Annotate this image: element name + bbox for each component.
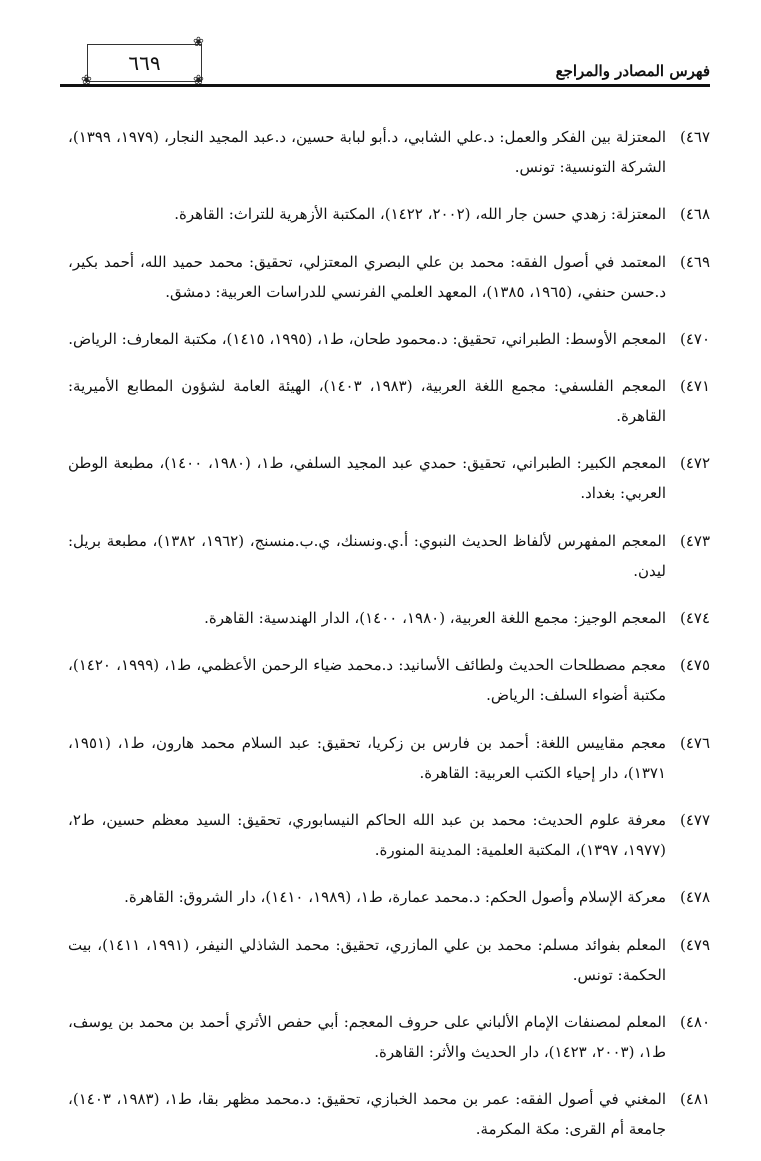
entry-number: ٤٦٧) xyxy=(679,128,710,146)
entry-number: ٤٧٧) xyxy=(679,810,710,829)
entry-text: المعجم الكبير: الطبراني، تحقيق: حمدي عبد المجيد السلفي، ط١، (١٩٨٠، ١٤٠٠)، مطبعة الوطن العربي: بغداد. xyxy=(68,454,667,503)
bibliography-entry xyxy=(68,448,710,508)
bibliography-entry xyxy=(68,650,710,710)
bibliography-entry xyxy=(68,603,710,633)
entry-text: المعلم بفوائد مسلم: محمد بن علي المازري، تحقيق: محمد الشاذلي النيفر، (١٩٩١، ١٤١١)، بيت الحكمة: تونس. xyxy=(68,935,666,984)
corner-ornament-icon: ❀ xyxy=(81,73,92,88)
bibliography-entry xyxy=(68,324,710,354)
entry-number: ٤٧٥) xyxy=(679,656,710,675)
entry-number: ٤٨٠) xyxy=(679,1012,710,1031)
entry-text: المغني في أصول الفقه: عمر بن محمد الخبازي، تحقيق: د.محمد مظهر بقا، ط١، (١٩٨٣، ١٤٠٣)، جامعة أم القرى: مكة المكرمة. xyxy=(68,1090,667,1139)
bibliography-list xyxy=(68,122,710,1161)
bibliography-entry xyxy=(68,728,710,788)
entry-text: المعجم الأوسط: الطبراني، تحقيق: د.محمود طحان، ط١، (١٩٩٥، ١٤١٥)، مكتبة المعارف: الرياض. xyxy=(68,329,666,348)
entry-text: معرفة علوم الحديث: محمد بن عبد الله الحاكم النيسابوري، تحقيق: السيد معظم حسين، ط٢، (١٩٧٧، ١٣٩٧)، المكتبة العلمية: المدينة المنورة. xyxy=(68,810,666,859)
corner-ornament-icon: ❀ xyxy=(193,73,204,88)
running-title: فهرس المصادر والمراجع xyxy=(555,62,710,80)
bibliography-entry xyxy=(68,1007,710,1067)
entry-number: ٤٦٨) xyxy=(679,205,710,224)
entry-number: ٤٧٦) xyxy=(679,733,710,752)
page-header xyxy=(60,35,710,93)
entry-number: ٤٧٣) xyxy=(679,531,710,550)
bibliography-entry xyxy=(68,805,710,865)
entry-number: ٤٧٨) xyxy=(679,888,710,907)
bibliography-entry xyxy=(68,199,710,229)
bibliography-entry xyxy=(68,371,710,431)
bibliography-entry xyxy=(68,930,710,990)
entry-text: المعجم الوجيز: مجمع اللغة العربية، (١٩٨٠، ١٤٠٠)، الدار الهندسية: القاهرة. xyxy=(204,609,666,628)
page-number-box xyxy=(87,44,202,82)
entry-text: معجم مصطلحات الحديث ولطائف الأسانيد: د.محمد ضياء الرحمن الأعظمي، ط١، (١٩٩٩، ١٤٢٠)، مكتبة أضواء السلف: الرياض. xyxy=(68,656,667,705)
entry-text: المعتزلة: زهدي حسن جار الله، (٢٠٠٢، ١٤٢٢)، المكتبة الأزهرية للتراث: القاهرة. xyxy=(174,205,666,224)
bibliography-entry xyxy=(68,1084,710,1144)
entry-text: المعجم المفهرس لألفاظ الحديث النبوي: أ.ي.ونسنك، ي.ب.منسنج، (١٩٦٢، ١٣٨٢)، مطبعة بريل: ليدن. xyxy=(68,531,667,580)
page-number: ٦٦٩ xyxy=(128,51,161,75)
entry-number: ٤٧٤) xyxy=(679,609,710,628)
entry-number: ٤٧١) xyxy=(679,377,710,396)
entry-text: المعتزلة بين الفكر والعمل: د.علي الشابي، د.أبو لبابة حسين، د.عبد المجيد النجار، (١٩٧٩، ١٣٩٩)، الشركة التونسية: تونس. xyxy=(68,128,666,176)
bibliography-entry xyxy=(68,526,710,586)
entry-number: ٤٨١) xyxy=(679,1090,710,1109)
bibliography-entry xyxy=(68,122,710,182)
bibliography-entry xyxy=(68,247,710,307)
entry-text: معجم مقاييس اللغة: أحمد بن فارس بن زكريا، تحقيق: عبد السلام محمد هارون، ط١، (١٩٥١، ١٣٧١)، دار إحياء الكتب العربية: القاهرة. xyxy=(68,733,667,782)
entry-number: ٤٦٩) xyxy=(679,252,710,271)
bibliography-entry xyxy=(68,882,710,912)
entry-text: المعتمد في أصول الفقه: محمد بن علي البصري المعتزلي، تحقيق: محمد حميد الله، أحمد بكير، د.حسن حنفي، (١٩٦٥، ١٣٨٥)، المعهد العلمي الفرنسي للدراسات العربية: دمشق. xyxy=(68,252,666,301)
corner-ornament-icon: ❀ xyxy=(193,35,204,50)
entry-number: ٤٧٩) xyxy=(679,935,710,954)
entry-number: ٤٧٢) xyxy=(679,454,710,473)
entry-text: المعلم لمصنفات الإمام الألباني على حروف المعجم: أبي حفص الأثري أحمد بن محمد بن يوسف، ط١، (٢٠٠٣، ١٤٢٣)، دار الحديث والأثر: القاهرة. xyxy=(68,1012,666,1061)
entry-number: ٤٧٠) xyxy=(679,329,710,348)
entry-text: معركة الإسلام وأصول الحكم: د.محمد عمارة، ط١، (١٩٨٩، ١٤١٠)، دار الشروق: القاهرة. xyxy=(124,888,666,907)
entry-text: المعجم الفلسفي: مجمع اللغة العربية، (١٩٨٣، ١٤٠٣)، الهيئة العامة لشؤون المطابع الأميرية: القاهرة. xyxy=(68,377,667,426)
header-rule xyxy=(60,84,710,87)
